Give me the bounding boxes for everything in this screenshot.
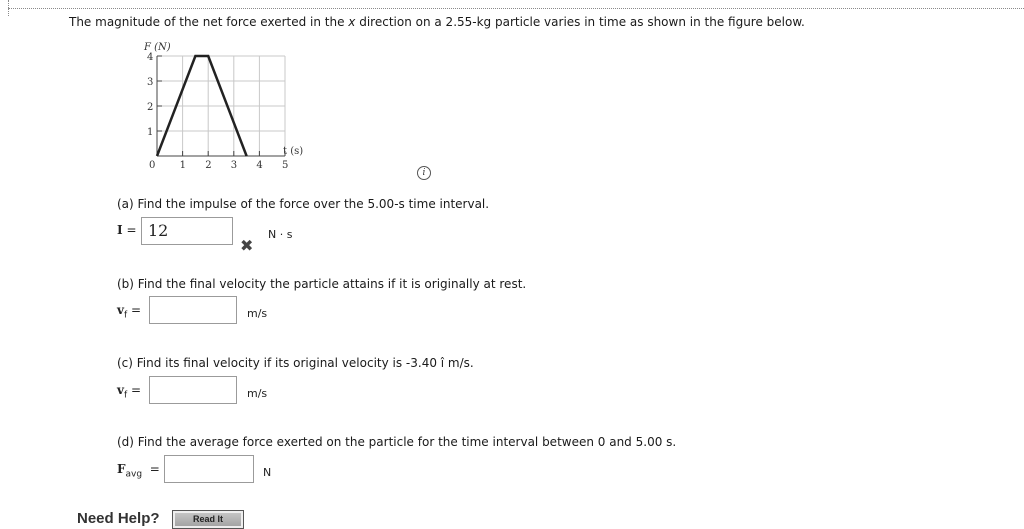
question-b: (b) Find the final velocity the particle attains if it is originally at rest. xyxy=(117,277,527,291)
final-velocity-unit-b: m/s xyxy=(247,307,268,320)
force-time-chart xyxy=(140,38,330,180)
x-tick-label: 2 xyxy=(205,160,212,171)
final-velocity-input-b[interactable] xyxy=(149,296,237,324)
final-velocity-input-c[interactable] xyxy=(149,376,237,404)
read-it-button[interactable]: Read It xyxy=(172,510,244,529)
info-icon[interactable]: i xyxy=(417,166,431,180)
y-axis-label: F (N) xyxy=(144,42,171,53)
question-d: (d) Find the average force exerted on the particle for the time interval between 0 and 5.00 s. xyxy=(117,435,677,449)
y-tick-label: 3 xyxy=(147,77,154,88)
question-c: (c) Find its final velocity if its original velocity is -3.40 î m/s. xyxy=(117,356,474,370)
question-a: (a) Find the impulse of the force over the 5.00-s time interval. xyxy=(117,197,490,211)
x-tick-label: 1 xyxy=(179,160,186,171)
need-help-label: Need Help? xyxy=(77,510,160,527)
top-dotted-divider xyxy=(8,8,1024,9)
x-axis-label: t (s) xyxy=(283,146,304,157)
x-tick-label: 3 xyxy=(230,160,238,171)
average-force-unit: N xyxy=(263,466,272,479)
y-tick-label: 1 xyxy=(147,127,154,138)
x-tick-label: 4 xyxy=(256,160,263,171)
force-time-graph xyxy=(140,38,330,180)
final-velocity-symbol-c: $v_f$ = xyxy=(117,383,142,401)
average-force-symbol: $F_{avg}$ = xyxy=(117,462,160,480)
impulse-unit: N · s xyxy=(268,228,293,241)
impulse-input[interactable]: 12 xyxy=(141,217,233,245)
y-tick-label: 2 xyxy=(147,102,154,113)
y-tick-label: 4 xyxy=(147,52,154,63)
final-velocity-unit-c: m/s xyxy=(247,387,268,400)
x-tick-label: 0 xyxy=(149,160,156,171)
x-tick-label: 5 xyxy=(282,160,289,171)
final-velocity-symbol-b: $v_f$ = xyxy=(117,303,142,321)
incorrect-x-icon: ✖ xyxy=(240,236,254,255)
impulse-symbol: I = xyxy=(117,223,137,237)
problem-statement: The magnitude of the net force exerted in the x direction on a 2.55-kg particle varies in time as shown in the figure below. xyxy=(69,15,805,29)
average-force-input[interactable] xyxy=(164,455,254,483)
